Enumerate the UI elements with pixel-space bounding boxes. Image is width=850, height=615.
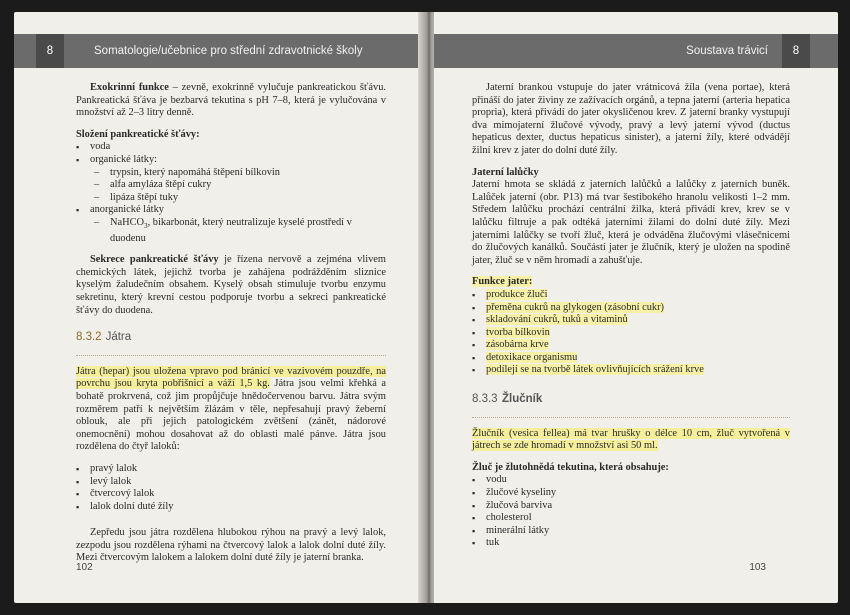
lobule-paragraph: Jaterní hmota se skládá z jaterních lalůčků a lalůčky z jaterních buněk. Lalůček jaterní (obr. P13) má tvar šestibokého hranolu velikosti 1–2 mm. Středem lalůčku prochází centrální žilka, která přivádí krev, krev se v lalůčku filtruje a pak odtéká jaterními žilami do dolní duté žíly. Mezi jaterními lalůčky se tvoří žluč, která je odváděna žlučovými vlásečnicemi do žlučových kanálků. Součástí jater je žlučník, který je uložen na spodině jater, žluč se v něm hromadí a zahušťuje. [472, 179, 790, 266]
organic-sublist [90, 167, 386, 205]
secretion-paragraph [76, 254, 386, 317]
functions-list [472, 289, 790, 377]
list-item: ▪ voda [76, 141, 386, 154]
gallbladder-highlight: Žlučník (vesica fellea) má tvar hrušky o délce 10 cm, žluč vytvořená v játrech se zde hromadí v množství asi 50 ml. [472, 427, 790, 452]
right-header-title: Soustava trávicí [686, 45, 768, 57]
exocrine-text: – zevně, exokrinně vylučuje pankreatickou šťávu. Pankreatická šťáva je bezbarvá tekutina s pH 7–8, která je vylučována v množství až 2–3 litry denně. [76, 82, 386, 119]
list-item: – trypsin, který napomáhá štěpení bílkovin [90, 167, 386, 180]
bile-list [472, 474, 790, 550]
list-item: ▪ žlučová barviva [472, 500, 790, 513]
composition-heading: Složení pankreatické šťávy: [76, 128, 200, 140]
function-text: detoxikace organismu [486, 351, 578, 363]
list-item: ▪ pravý lalok [76, 463, 386, 476]
liver-highlight: Játra (hepar) jsou uložena vpravo pod bránicí ve vazivovém pouzdře, na povrchu jsou kryta pobřišnicí a váží 1,5 kg. [76, 365, 386, 390]
list-item: ▪ tuk [472, 537, 790, 550]
exocrine-term: Exokrinní funkce [90, 82, 169, 93]
right-header-bar [434, 34, 838, 68]
nahco3-subscript: 3 [144, 222, 148, 231]
list-item: ▪ levý lalok [76, 476, 386, 489]
inorganic-label: anorganické látky [90, 204, 164, 216]
left-footer-page-number: 102 [76, 562, 93, 573]
list-item [76, 204, 386, 245]
nahco3-text: , bikarbonát, který neutralizuje kyselé prostředí v duodenu [110, 216, 352, 244]
front-lobes-paragraph: Zepředu jsou játra rozdělena hlubokou rýhou na pravý a levý lalok, zezpodu jsou rozdělena rýhami na čtvercový lalok a lalok dolní duté žíly. Mezi čtvercovým lalokem a lalokem dolní duté žíly je jaterní branka. [76, 527, 386, 564]
list-item: – lipáza štěpí tuky [90, 192, 386, 205]
section-heading-gallbladder [472, 393, 790, 411]
list-item: ▪ čtvercový lalok [76, 488, 386, 501]
list-item [472, 314, 790, 327]
function-text: produkce žluči [486, 288, 548, 300]
function-text: skladování cukrů, tuků a vitaminů [486, 314, 628, 326]
functions-heading-text: Funkce jater: [472, 276, 533, 288]
list-item: ▪ žlučové kyseliny [472, 487, 790, 500]
left-header-page-number: 8 [36, 34, 64, 68]
left-header-title: Somatologie/učebnice pro střední zdravotnické školy [94, 45, 363, 57]
lobes-list [76, 463, 386, 513]
secretion-text: je řízena nervově a zejména vlivem chemických látek, jejichž tvorba je zahájena podrážděním sliznice kyselým žaludečním obsahem. Kyselý obsah stimuluje tvorbu enzymu sekretinu, který krevní cestou podporuje tvorbu a sekreci pankreatické šťávy do duodena. [76, 254, 387, 316]
function-text: tvorba bílkovin [486, 326, 550, 338]
list-item: ▪ lalok dolní duté žíly [76, 501, 386, 514]
list-item [472, 352, 790, 365]
gallbladder-paragraph [472, 428, 790, 453]
list-item: – alfa amyláza štěpí cukry [90, 179, 386, 192]
left-header-bar [14, 34, 422, 68]
composition-list [76, 141, 386, 245]
list-item [76, 154, 386, 204]
list-item [472, 302, 790, 315]
lobule-heading: Jaterní lalůčky [472, 166, 539, 178]
function-text: podílejí se na tvorbě látek ovlivňujících srážení krve [486, 364, 704, 376]
secretion-term: Sekrece pankreatické šťávy [90, 254, 219, 266]
list-item [472, 289, 790, 302]
bile-heading: Žluč je žlutohnědá tekutina, která obsahuje: [472, 461, 669, 473]
right-content [472, 82, 790, 559]
list-item [472, 339, 790, 352]
right-header-page-number: 8 [782, 34, 810, 68]
function-text: zásobárna krve [486, 339, 549, 351]
exocrine-paragraph [76, 82, 386, 120]
functions-heading [472, 276, 790, 289]
right-page [434, 12, 838, 603]
left-page [14, 12, 422, 603]
right-footer-page-number: 103 [749, 562, 766, 573]
section-number: 8.3.2 [76, 331, 102, 344]
inorganic-sublist [90, 217, 386, 245]
liver-paragraph [76, 366, 386, 454]
section-title: Žlučník [502, 393, 543, 406]
section-title: Játra [105, 331, 132, 344]
liver-text: Játra jsou velmi křehká a bohatě prokrvená, což jim propůjčuje hnědočervenou barvu. Játra svým rozměrem patří k největším žlázám v těle, nepřesahují pravý žeberní oblouk, ale při jejich patologickém zvětšení (zánět, nádorové onemocnění) mohou dosahovat až do oblasti malé pánve. Játra jsou rozdělena do čtyř laloků: [76, 378, 386, 453]
list-item [90, 217, 386, 245]
section-divider [76, 355, 386, 356]
section-number: 8.3.3 [472, 393, 498, 406]
section-divider [472, 417, 790, 418]
portal-paragraph: Jaterní brankou vstupuje do jater vrátnicová žíla (vena portae), která přináší do jater živiny ze zažívacích orgánů, a tepna jaterní (arteria hepatica propria), která přivádí do jater okysličenou krev. Z jaterní branky vystupují dva mimojaterní žlučové vývody, pravý a levý jaterní vývod (ductus hepaticus dexter, ductus hepaticus sinister), a jaterní žíly, které odvádějí žilní krev z jater do dolní duté žíly. [472, 82, 790, 156]
left-content [76, 82, 386, 574]
list-item [472, 327, 790, 340]
nahco3-formula: NaHCO [110, 216, 145, 228]
list-item [472, 364, 790, 377]
list-item: ▪ minerální látky [472, 525, 790, 538]
function-text: přeměna cukrů na glykogen (zásobní cukr) [486, 301, 665, 313]
organic-label: organické látky: [90, 153, 158, 165]
list-item: ▪ vodu [472, 474, 790, 487]
section-heading-liver [76, 331, 386, 349]
list-item: ▪ cholesterol [472, 512, 790, 525]
